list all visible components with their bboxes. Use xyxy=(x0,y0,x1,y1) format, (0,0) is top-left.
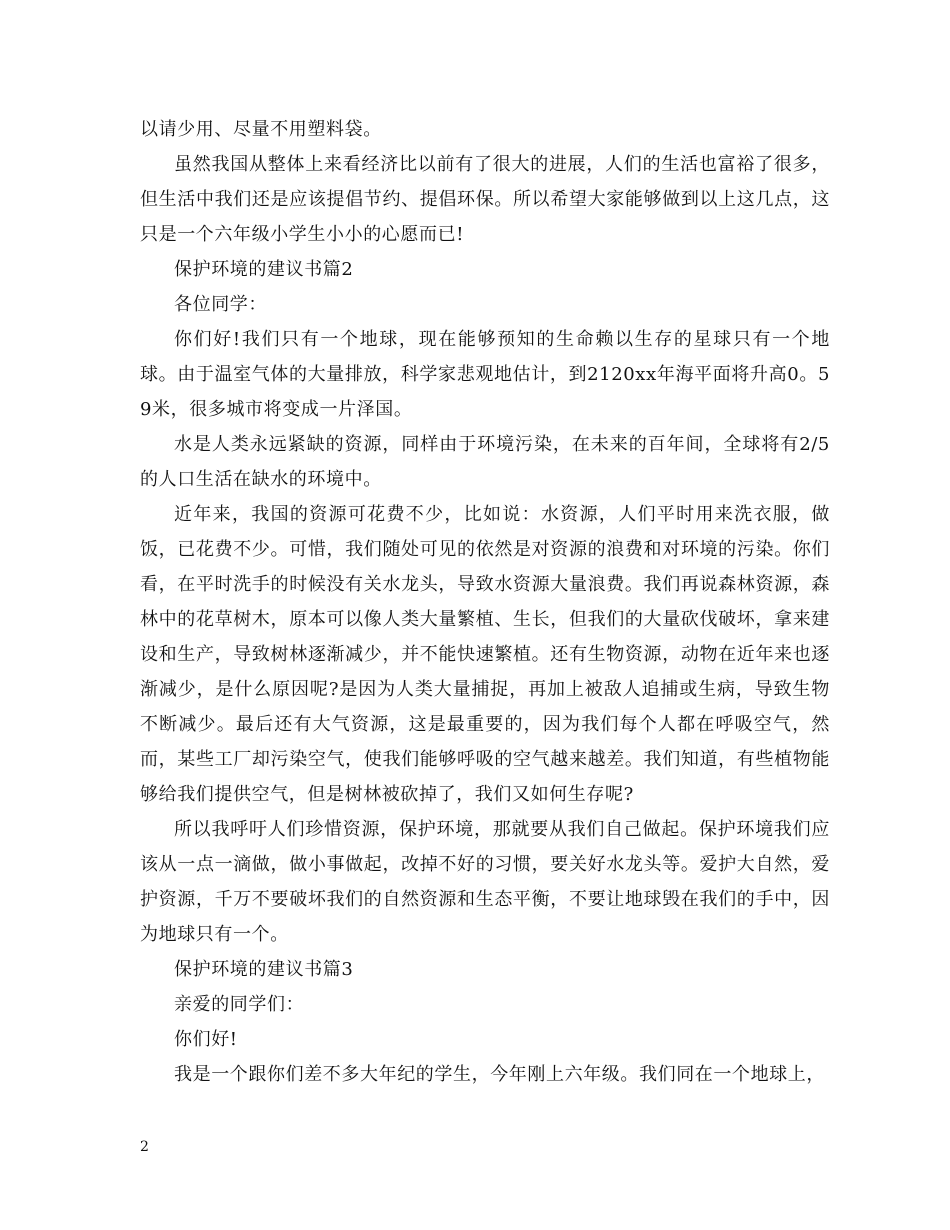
paragraph-water: 水是人类永远紧缺的资源，同样由于环境污染，在未来的百年间，全球将有2/5的人口生活在缺水的环境中。 xyxy=(140,434,830,490)
paragraph-conclusion: 虽然我国从整体上来看经济比以前有了很大的进展，人们的生活也富裕了很多，但生活中我们还是应该提倡节约、提倡环保。所以希望大家能够做到以上这几点，这只是一个六年级小学生小小的心愿而已! xyxy=(140,154,830,245)
paragraph-resources: 近年来，我国的资源可花费不少，比如说：水资源，人们平时用来洗衣服，做饭，已花费不少。可惜，我们随处可见的依然是对资源的浪费和对环境的污染。你们看，在平时洗手的时候没有关水龙头，导致水资源大量浪费。我们再说森林资源，森林中的花草树木，原本可以像人类大量繁植、生长，但我们的大量砍伐破坏，拿来建设和生产，导致树林逐渐减少，并不能快速繁植。还有生物资源，动物在近年来也逐渐减少，是什么原因呢?是因为人类大量捕捉，再加上被敌人追捕或生病，导致生物不断减少。最后还有大气资源，这是最重要的，因为我们每个人都在呼吸空气，然而，某些工厂却污染空气，使我们能够呼吸的空气越来越差。我们知道，有些植物能够给我们提供空气，但是树林被砍掉了，我们又如何生存呢? xyxy=(140,504,830,805)
greeting-3: 你们好! xyxy=(174,1029,238,1050)
paragraph-continuation: 以请少用、尽量不用塑料袋。 xyxy=(140,119,382,140)
page-number: 2 xyxy=(140,1139,149,1155)
paragraph-intro-3: 我是一个跟你们差不多大年纪的学生，今年刚上六年级。我们同在一个地球上， xyxy=(174,1064,825,1085)
salutation-3: 亲爱的同学们： xyxy=(174,994,305,1015)
document-body xyxy=(140,112,830,1092)
salutation-2: 各位同学： xyxy=(174,294,267,315)
paragraph-earth: 你们好!我们只有一个地球，现在能够预知的生命赖以生存的星球只有一个地球。由于温室气体的大量排放，科学家悲观地估计，到2120xx年海平面将升高0。59米，很多城市将变成一片泽国。 xyxy=(140,329,830,420)
paragraph-appeal: 所以我呼吁人们珍惜资源，保护环境，那就要从我们自己做起。保护环境我们应该从一点一滴做，做小事做起，改掉不好的习惯，要关好水龙头等。爱护大自然，爱护资源，千万不要破坏我们的自然资源和生态平衡，不要让地球毁在我们的手中，因为地球只有一个。 xyxy=(140,819,830,945)
section-heading-2: 保护环境的建议书篇2 xyxy=(174,259,354,280)
section-heading-3: 保护环境的建议书篇3 xyxy=(174,959,354,980)
